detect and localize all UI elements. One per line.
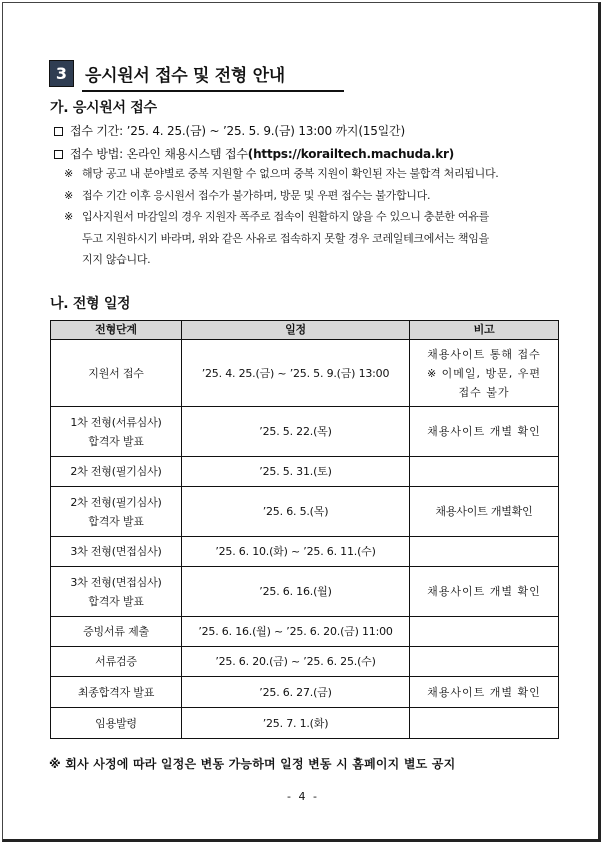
application-period <box>54 122 405 139</box>
note-list <box>64 163 564 271</box>
note-text: 접수 기간 이후 응시원서 접수가 불가하며, 방문 및 우편 접수는 불가합니다. <box>82 188 431 202</box>
table-row <box>51 677 559 708</box>
table-row <box>51 407 559 457</box>
application-period-text: 접수 기간: ’25. 4. 25.(금) ~ ’25. 5. 9.(금) 13:00 까지(15일간) <box>70 124 405 138</box>
page-number: - 4 - <box>287 790 319 803</box>
application-url[interactable]: (https://korailtech.machuda.kr) <box>247 147 455 161</box>
cell-date: ’25. 7. 1.(화) <box>182 708 410 739</box>
application-method-text: 접수 방법: 온라인 채용시스템 접수 <box>70 147 248 161</box>
cell-note: 채용사이트 개별 확인 <box>410 567 559 617</box>
cell-stage: 3차 전형(면접심사) <box>51 537 182 567</box>
section-title: 응시원서 접수 및 전형 안내 <box>85 66 285 86</box>
heading-schedule: 나. 전형 일정 <box>50 296 131 312</box>
reference-mark: ※ <box>64 167 73 180</box>
note-item <box>64 185 564 207</box>
stage-text: 1차 전형(서류심사) <box>70 415 162 429</box>
table-header-row <box>51 321 559 340</box>
cell-note: 채용사이트 개별확인 <box>410 487 559 537</box>
cell-stage: 서류검증 <box>51 647 182 677</box>
stage-text: 합격자 발표 <box>88 514 144 528</box>
table-row <box>51 457 559 487</box>
stage-text: 지원서 접수 <box>88 366 144 380</box>
stage-text: 2차 전형(필기심사) <box>70 495 162 509</box>
cell-note <box>410 340 559 407</box>
cell-date: ’25. 5. 22.(목) <box>182 407 410 457</box>
cell-note: 채용사이트 개별 확인 <box>410 407 559 457</box>
cell-date: ’25. 6. 5.(목) <box>182 487 410 537</box>
note-item <box>64 206 564 271</box>
stage-text: 합격자 발표 <box>88 434 144 448</box>
stage-text: 3차 전형(면접심사) <box>70 575 162 589</box>
note-item <box>64 163 564 185</box>
title-underline <box>82 90 344 92</box>
square-bullet-icon <box>54 127 63 136</box>
cell-note <box>410 537 559 567</box>
cell-date: ’25. 6. 20.(금) ~ ’25. 6. 25.(수) <box>182 647 410 677</box>
note-text: 입사지원서 마감일의 경우 지원자 폭주로 접속이 원활하지 않을 수 있으니 충분한 여유를 <box>82 210 489 223</box>
cell-stage <box>51 340 182 407</box>
heading-application: 가. 응시원서 접수 <box>50 100 157 116</box>
cell-note <box>410 647 559 677</box>
stage-text: 합격자 발표 <box>88 594 144 608</box>
schedule-table <box>50 320 559 739</box>
cell-date: ’25. 6. 27.(금) <box>182 677 410 708</box>
table-row <box>51 567 559 617</box>
cell-note <box>410 617 559 647</box>
reference-mark: ※ <box>64 188 73 202</box>
cell-note <box>410 708 559 739</box>
cell-date: ’25. 5. 31.(토) <box>182 457 410 487</box>
cell-stage: 최종합격자 발표 <box>51 677 182 708</box>
column-header: 전형단계 <box>51 321 182 340</box>
cell-date: ’25. 4. 25.(금) ~ ’25. 5. 9.(금) 13:00 <box>182 340 410 407</box>
cell-stage <box>51 487 182 537</box>
cell-date: ’25. 6. 16.(월) <box>182 567 410 617</box>
section-header <box>49 60 285 87</box>
square-bullet-icon <box>54 150 63 159</box>
cell-stage: 임용발령 <box>51 708 182 739</box>
schedule-footnote: ※ 회사 사정에 따라 일정은 변동 가능하며 일정 변동 시 홈페이지 별도 공지 <box>49 757 456 771</box>
cell-stage: 증빙서류 제출 <box>51 617 182 647</box>
table-row <box>51 487 559 537</box>
application-method <box>54 145 454 162</box>
column-header: 비고 <box>410 321 559 340</box>
table-row <box>51 617 559 647</box>
table-row <box>51 340 559 407</box>
note-text: 두고 지원하시기 바라며, 위와 같은 사유로 접속하지 못할 경우 코레일테크에서는 책임을 <box>82 231 489 245</box>
cell-date: ’25. 6. 16.(월) ~ ’25. 6. 20.(금) 11:00 <box>182 617 410 647</box>
cell-note: 채용사이트 개별 확인 <box>410 677 559 708</box>
cell-stage: 2차 전형(필기심사) <box>51 457 182 487</box>
note-text: 지지 않습니다. <box>82 253 151 266</box>
table-row <box>51 708 559 739</box>
cell-stage <box>51 407 182 457</box>
cell-date: ’25. 6. 10.(화) ~ ’25. 6. 11.(수) <box>182 537 410 567</box>
note-line: ※ 이메일, 방문, 우편 <box>426 366 542 380</box>
column-header: 일정 <box>182 321 410 340</box>
section-number-badge: 3 <box>49 60 74 87</box>
reference-mark: ※ <box>64 210 73 223</box>
note-line: 접수 불가 <box>458 385 510 399</box>
cell-note <box>410 457 559 487</box>
table-row <box>51 537 559 567</box>
note-line: 채용사이트 통해 접수 <box>427 347 541 361</box>
note-text: 해당 공고 내 분야별로 중복 지원할 수 없으며 중복 지원이 확인된 자는 불합격 처리됩니다. <box>82 167 499 180</box>
table-row <box>51 647 559 677</box>
cell-stage <box>51 567 182 617</box>
